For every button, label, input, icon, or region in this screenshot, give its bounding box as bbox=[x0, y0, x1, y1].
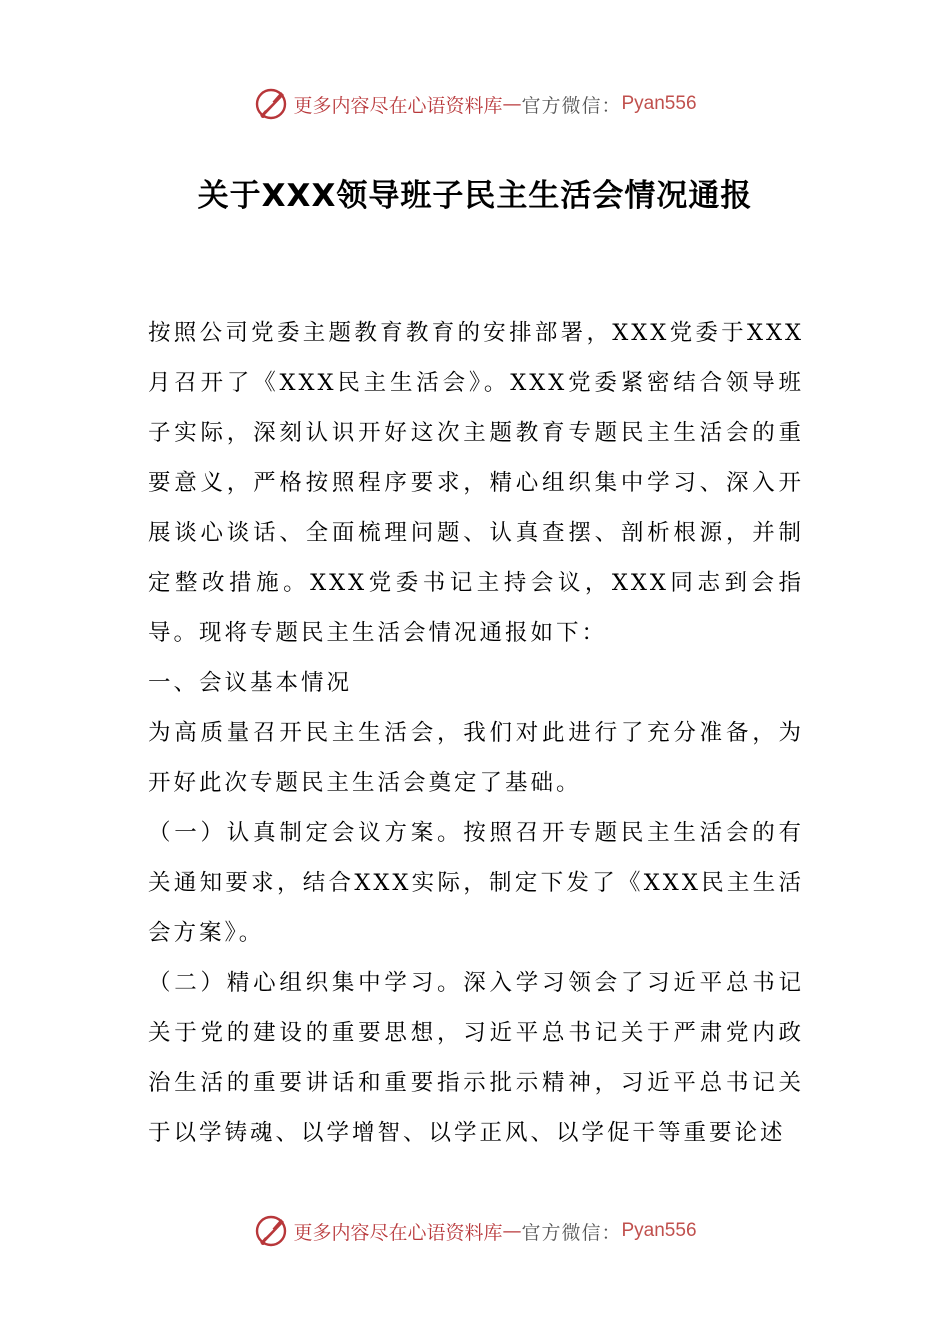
watermark-brand: 更多内容尽在心语资料库 bbox=[293, 94, 503, 117]
footer-watermark bbox=[0, 1211, 950, 1251]
watermark-dash: — bbox=[502, 93, 522, 115]
quill-logo-icon bbox=[253, 1213, 289, 1249]
watermark-wechat-id: Pyan556 bbox=[621, 1220, 697, 1241]
watermark-official: 官方微信： bbox=[521, 1221, 622, 1244]
watermark-dash: — bbox=[502, 1220, 522, 1242]
paragraph-section-1: 为高质量召开民主生活会，我们对此进行了充分准备，为开好此次专题民主生活会奠定了基础。 bbox=[148, 720, 804, 796]
paragraph-intro: 按照公司党委主题教育教育的安排部署，XXX党委于XXX月召开了《XXX民主生活会》。XXX党委紧密结合领导班子实际，深刻认识开好这次主题教育专题民主生活会的重要意义，严格按照程序要求，精心组织集中学习、深入开展谈心谈话、全面梳理问题、认真查摆、剖析根源，并制定整改措施。XXX党委书记主持会议，XXX同志到会指导。现将专题民主生活会情况通报如下： bbox=[148, 320, 804, 646]
watermark-brand: 更多内容尽在心语资料库 bbox=[293, 1221, 503, 1244]
paragraph-subsection-1: （一）认真制定会议方案。按照召开专题民主生活会的有关通知要求，结合XXX实际，制定下发了《XXX民主生活会方案》。 bbox=[148, 820, 804, 946]
header-watermark bbox=[0, 84, 950, 124]
paragraph-subsection-2: （二）精心组织集中学习。深入学习领会了习近平总书记关于党的建设的重要思想，习近平总书记关于严肃党内政治生活的重要讲话和重要指示批示精神，习近平总书记关于以学铸魂、以学增智、以学正风、以学促干等重要论述 bbox=[148, 970, 804, 1146]
document-title: 关于XXX领导班子民主生活会情况通报 bbox=[197, 178, 753, 214]
quill-logo-icon bbox=[253, 86, 289, 122]
watermark-official: 官方微信： bbox=[521, 94, 622, 117]
section-heading-1: 一、会议基本情况 bbox=[148, 670, 353, 696]
watermark-wechat-id: Pyan556 bbox=[621, 93, 697, 114]
document-body bbox=[148, 308, 804, 1158]
